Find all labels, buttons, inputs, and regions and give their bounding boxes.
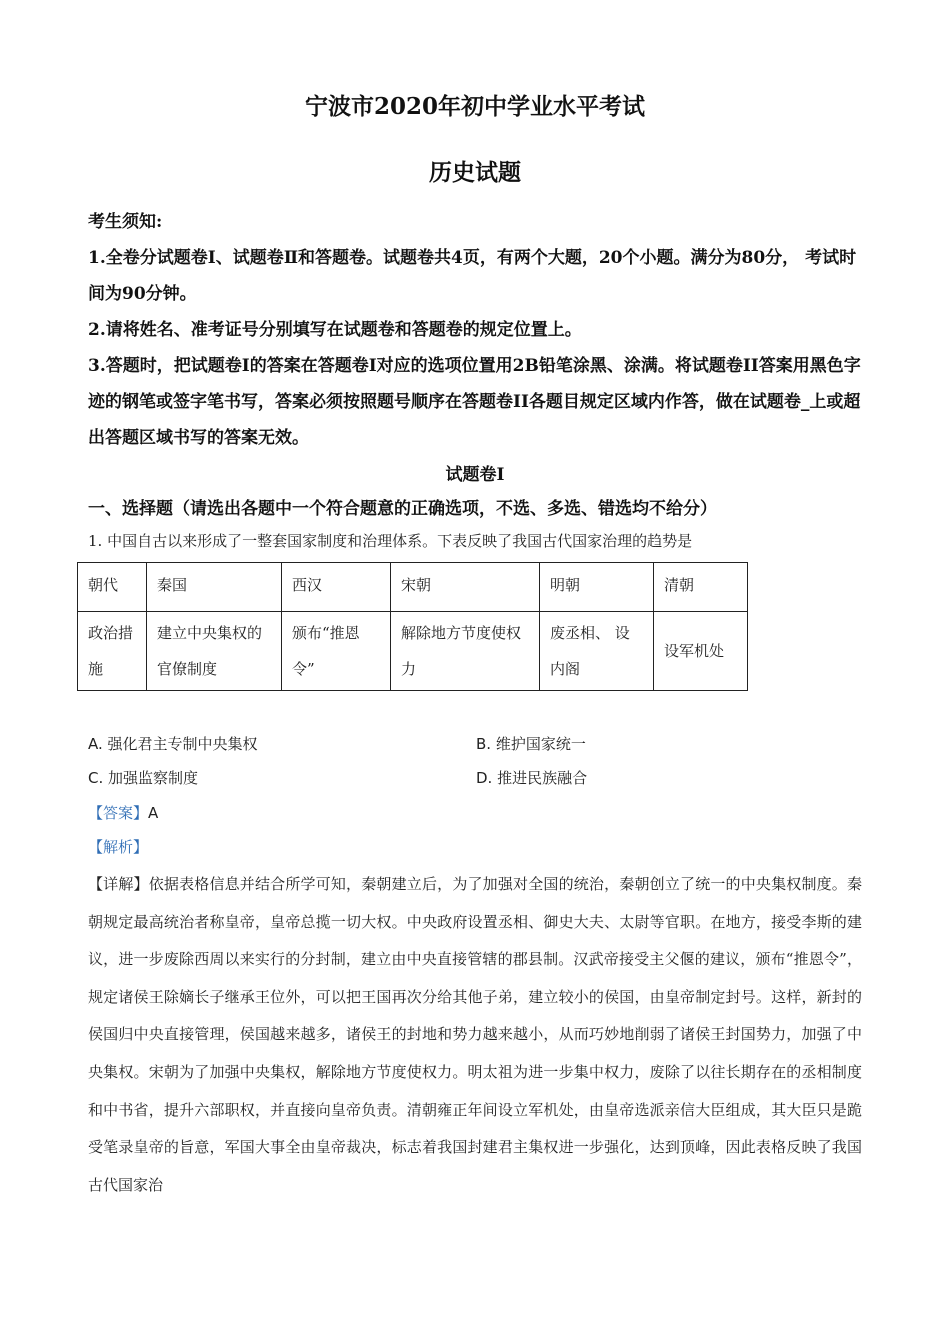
option-letter: D. [476,769,493,787]
answer-line [88,802,158,823]
analysis-label: 【解析】 [88,838,149,856]
table-cell: 清朝 [654,563,748,612]
table-cell: 朝代 [78,563,147,612]
table-cell: 废丞相、 设内阁 [540,612,654,691]
table-row [78,612,748,691]
option-text: 推进民族融合 [497,769,588,787]
table-header-row [78,563,748,612]
table-cell: 秦国 [147,563,282,612]
exam-title: 宁波市2020年初中学业水平考试 [304,93,645,120]
option-letter: A. [88,735,103,753]
table-cell: 明朝 [540,563,654,612]
notes-heading: 考生须知: [88,212,163,232]
candidate-notes [88,204,868,456]
question-stem: 1. 中国自古以来形成了一整套国家制度和治理体系。下表反映了我国古代国家治理的趋势是 [88,532,693,550]
table-cell: 解除地方节度使权力 [391,612,540,691]
exam-subtitle: 历史试题 [429,159,521,186]
option-d [476,767,587,788]
answer-value: A [148,804,159,822]
option-text: 维护国家统一 [495,735,586,753]
detail-explanation: 【详解】依据表格信息并结合所学可知，秦朝建立后，为了加强对全国的统治，秦朝创立了统一的中央集权制度。秦朝规定最高统治者称皇帝，皇帝总揽一切大权。中央政府设置丞相、御史大夫、太尉等官职。在地方，接受李斯的建议，进一步废除西周以来实行的分封制，建立由中央直接管辖的郡县制。汉武帝接受主父偃的建议，颁布“推恩令”，规定诸侯王除嫡长子继承王位外，可以把王国再次分给其他子弟，建立较小的侯国，由皇帝制定封号。这样，新封的侯国归中央直接管理，侯国越来越多，诸侯王的封地和势力越来越小，从而巧妙地削弱了诸侯王封国势力，加强了中央集权。宋朝为了加强中央集权，解除地方节度使权力。明太祖为进一步集中权力，废除了以往长期存在的丞相制度和中书省，提升六部职权，并直接向皇帝负责。清朝雍正年间设立军机处，由皇帝选派亲信大臣组成，其大臣只是跪受笔录皇帝的旨意，军国大事全由皇帝裁决，标志着我国封建君主集权进一步强化，达到顶峰，因此表格反映了我国古代国家治 [88,875,862,1194]
answer-label: 【答案】 [88,804,149,822]
section-title: 试题卷I [445,465,505,485]
option-text: 加强监察制度 [108,769,199,787]
option-letter: B. [476,735,492,753]
dynasty-table [77,562,748,691]
table-cell: 设军机处 [654,612,748,691]
table-cell: 宋朝 [391,563,540,612]
table-cell: 西汉 [282,563,391,612]
option-a [88,733,258,754]
notes-item: 1.全卷分试题卷I、试题卷Ⅱ和答题卷。试题卷共4页，有两个大题，20个小题。满分为80分， 考试时间为90分钟。 [88,248,857,304]
option-c [88,767,198,788]
option-b [476,733,586,754]
notes-item: 3.答题时，把试题卷I的答案在答题卷I对应的选项位置用2B铅笔涂黑、涂满。将试题卷II答案用黑色字迹的钢笔或签字笔书写，答案必须按照题号顺序在答题卷II各题目规定区域内作答，做在试题卷_上或超出答题区域书写的答案无效。 [88,356,861,448]
option-text: 强化君主专制中央集权 [107,735,258,753]
table-cell: 政治措施 [78,612,147,691]
table-cell: 建立中央集权的官僚制度 [147,612,282,691]
part-title: 一、选择题（请选出各题中一个符合题意的正确选项，不选、多选、错选均不给分） [88,499,717,519]
option-letter: C. [88,769,104,787]
table-cell: 颁布“推恩令” [282,612,391,691]
notes-item: 2.请将姓名、准考证号分别填写在试题卷和答题卷的规定位置上。 [88,320,582,340]
